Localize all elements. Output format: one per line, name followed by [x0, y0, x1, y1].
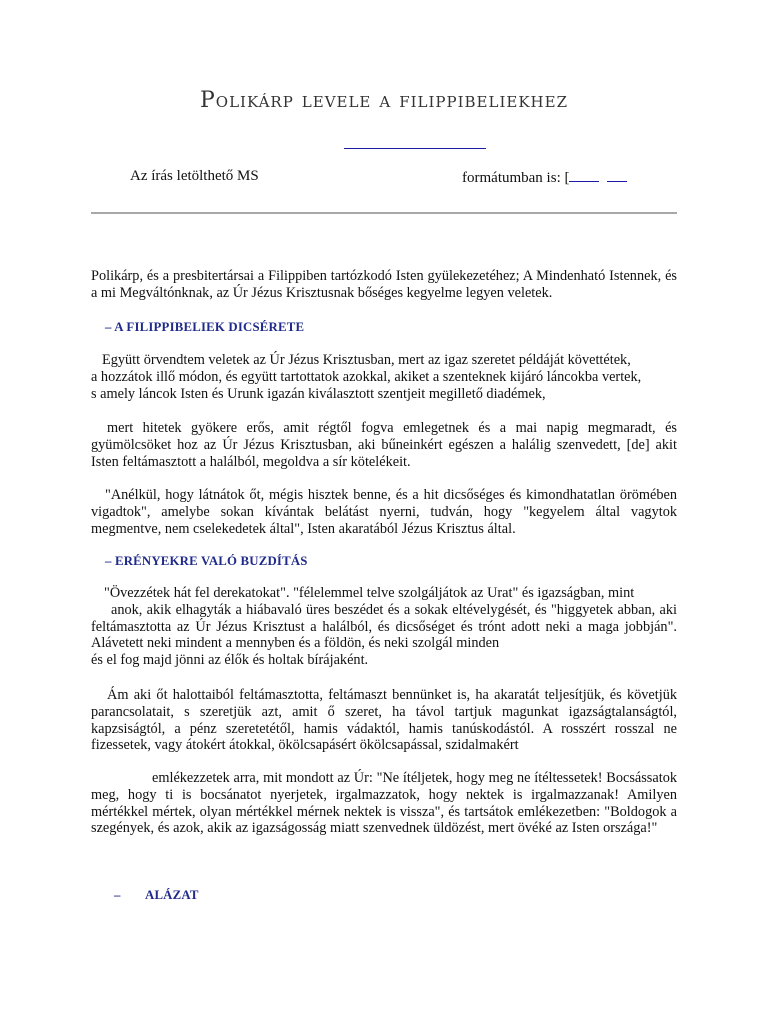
section-heading-humility: ALÁZAT — [145, 888, 199, 902]
paragraph-s2-p1 — [91, 585, 677, 669]
download-note-right — [462, 168, 627, 187]
paragraph-s2-p3: emlékezzetek arra, mit mondott az Úr: "Ne ítéljetek, hogy meg ne ítéltessetek! Bocsássatok meg, hogy ti is bocsánatot nyerjetek, irgalmazzatok, hogy nektek is irgalmazzanak! Amilyen mértékkel mértek, olyan mértékkel mérnek nektek is vissza", és tartsátok emlékezetben: "Boldogok a szegények, és azok, akik az igazságosság miatt szenvednek üldözést, mert övéké az Isten országa!" — [91, 770, 677, 837]
paragraph-line: s amely láncok Isten és Urunk igazán kiválasztott szentjeit megillető diadémek, — [91, 385, 546, 402]
download-link-2[interactable] — [607, 168, 627, 182]
intro-paragraph: Polikárp, és a presbitertársai a Filippiben tartózkodó Isten gyülekezetéhez; A Mindenható Istennek, és a mi Megváltónknak, az Úr Jézus Krisztusnak bőséges kegyelme legyen veletek. — [91, 268, 677, 301]
download-note-left: Az írás letölthető MS — [130, 168, 259, 184]
paragraph-s2-p2: Ám aki őt halottaiból feltámasztotta, feltámaszt bennünket is, ha akaratát teljesítjük, és követjük parancsolatait, s szeretjük azt, amit ő szeret, ha távol tartjuk magunkat igazságtalanságtól, kapzsiságtól, a pénz szeretetétől, hamis vádaktól, hamis tanúskodástól. A rosszért rosszal ne fizessetek, vagy átokért átokkal, ökölcsapásért ökölcsapással, szidalmakért — [91, 687, 677, 754]
document-title: Polikárp levele a filippibeliekhez — [199, 88, 569, 113]
paragraph-line: "Övezzétek hát fel derekatokat". "félelemmel telve szolgáljátok az Urat" és igazságban, mint — [104, 585, 635, 601]
section-heading-dash: – — [114, 888, 121, 902]
section-heading-virtues: – ERÉNYEKRE VALÓ BUZDÍTÁS — [105, 554, 308, 568]
section-heading-praise: – A FILIPPIBELIEK DICSÉRETE — [105, 320, 305, 334]
paragraph-lines: anok, akik elhagyták a hiábavaló üres beszédet és a sokak eltévelygését, és "higgyetek abban, aki feltámasztotta az Úr Jézus Krisztust a halálból, és dicsőséget és trónt adott neki a maga jobbján". Alávetett neki mindent a mennyben és a földön, és neki szolgál minden — [91, 601, 677, 652]
paragraph-s1-p3: "Anélkül, hogy látnátok őt, mégis hisztek benne, és a hit dicsőséges és kimondhatatlan örömében vigadtok", amelybe sokan kívántak belátást nyerni, tudván, hogy "kegyelem által vagytok megmentve, nem cselekedetek által", Isten akaratából Jézus Krisztus által. — [91, 487, 677, 537]
paragraph-line: és el fog majd jönni az élők és holtak bírájaként. — [91, 652, 369, 669]
download-link-underline[interactable] — [344, 148, 486, 149]
paragraph-line: Együtt örvendtem veletek az Úr Jézus Krisztusban, mert az igaz szeretet példáját követtétek, — [102, 352, 631, 368]
download-link-1[interactable] — [569, 168, 599, 182]
download-note-right-text: formátumban is: [ — [462, 170, 570, 186]
paragraph-line: a hozzátok illő módon, és együtt tartottatok azokkal, akiket a szenteknek kijáró láncokba vertek, — [91, 368, 642, 385]
horizontal-rule — [91, 212, 677, 214]
paragraph-s1-p1 — [91, 352, 677, 402]
paragraph-s1-p2: mert hitetek gyökere erős, amit régtől fogva emlegetnek és a mai napig megmaradt, és gyümölcsöket hoz az Úr Jézus Krisztusban, aki bűneinkért egészen a halálig szenvedett, [de] akit Isten feltámasztott a halálból, megoldva a sír kötelékeit. — [91, 420, 677, 470]
